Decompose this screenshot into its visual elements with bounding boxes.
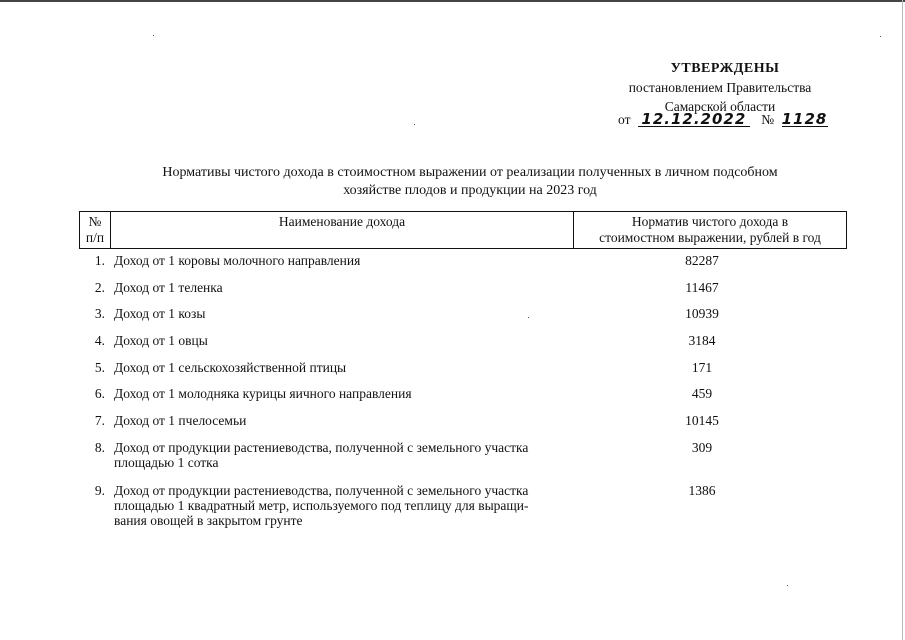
row-value: 1386 bbox=[688, 483, 716, 498]
row-name bbox=[114, 280, 584, 295]
document-title bbox=[110, 164, 830, 200]
row-name bbox=[114, 360, 584, 375]
row-name bbox=[114, 483, 584, 528]
table-header bbox=[79, 211, 847, 249]
number-prefix: № bbox=[761, 112, 775, 127]
row-value: 10939 bbox=[685, 306, 719, 321]
row-name-line-2: площадью 1 сотка bbox=[114, 455, 219, 470]
approval-line-1: постановлением Правительства bbox=[628, 80, 812, 95]
row-name-line-1: Доход от 1 коровы молочного направления bbox=[114, 253, 361, 268]
row-name-line-1: Доход от 1 козы bbox=[114, 306, 206, 321]
approval-title: УТВЕРЖДЕНЫ bbox=[670, 61, 780, 76]
row-number: 7. bbox=[94, 413, 105, 428]
row-value: 10145 bbox=[685, 413, 719, 428]
row-name-line-3: вания овощей в закрытом грунте bbox=[114, 513, 303, 528]
approval-number: 1128 bbox=[781, 110, 828, 128]
header-norm-value bbox=[573, 212, 846, 248]
row-number: 1. bbox=[94, 253, 105, 268]
row-value: 11467 bbox=[685, 280, 719, 295]
row-name-line-1: Доход от 1 пчелосемьи bbox=[114, 413, 247, 428]
scan-edge-right bbox=[902, 0, 903, 640]
row-name-line-2: площадью 1 квадратный метр, используемого под теплицу для выращи- bbox=[114, 498, 529, 513]
row-value: 82287 bbox=[685, 253, 719, 268]
row-name-line-1: Доход от 1 овцы bbox=[114, 333, 208, 348]
header-number bbox=[80, 212, 110, 248]
row-name bbox=[114, 386, 584, 401]
header-number-line-1: № bbox=[88, 214, 102, 229]
row-number: 3. bbox=[94, 306, 105, 321]
row-name-line-1: Доход от продукции растениеводства, полученной с земельного участка bbox=[114, 483, 529, 498]
row-name bbox=[114, 333, 584, 348]
header-value-line-1: Норматив чистого дохода в bbox=[631, 214, 789, 229]
approval-line-2: Самарской области bbox=[664, 99, 776, 114]
row-name bbox=[114, 306, 584, 321]
document-title-line-1: Нормативы чистого дохода в стоимостном выражении от реализации полученных в личном подсобном bbox=[162, 165, 778, 180]
row-name-line-1: Доход от 1 теленка bbox=[114, 280, 223, 295]
row-number: 2. bbox=[94, 280, 105, 295]
scan-edge-top bbox=[0, 0, 905, 2]
scan-speck bbox=[414, 124, 415, 125]
approval-date-row bbox=[618, 112, 828, 128]
approval-stamp-block bbox=[600, 59, 840, 116]
row-name bbox=[114, 253, 584, 268]
row-name bbox=[114, 413, 584, 428]
row-name bbox=[114, 440, 584, 470]
scan-speck bbox=[787, 585, 788, 586]
header-value-line-2: стоимостном выражении, рублей в год bbox=[599, 230, 821, 245]
row-number: 4. bbox=[94, 333, 105, 348]
row-value: 459 bbox=[691, 386, 713, 401]
header-number-line-2: п/п bbox=[85, 230, 105, 245]
approval-date: 12.12.2022 bbox=[638, 112, 750, 127]
row-value: 171 bbox=[691, 360, 713, 375]
income-norms-table bbox=[79, 211, 847, 528]
row-value: 309 bbox=[691, 440, 713, 455]
document-title-line-2: хозяйстве плодов и продукции на 2023 год bbox=[343, 183, 597, 198]
scan-speck bbox=[880, 36, 881, 37]
date-prefix: от bbox=[618, 112, 631, 127]
row-number: 8. bbox=[94, 440, 105, 455]
row-name-line-1: Доход от 1 сельскохозяйственной птицы bbox=[114, 360, 347, 375]
row-number: 6. bbox=[94, 386, 105, 401]
row-number: 9. bbox=[94, 483, 105, 498]
header-income-name: Наименование дохода bbox=[110, 212, 573, 248]
scan-speck bbox=[153, 35, 154, 36]
row-number: 5. bbox=[94, 360, 105, 375]
row-name-line-1: Доход от 1 молодняка курицы яичного направления bbox=[114, 386, 412, 401]
row-value: 3184 bbox=[688, 333, 716, 348]
row-name-line-1: Доход от продукции растениеводства, полученной с земельного участка bbox=[114, 440, 529, 455]
